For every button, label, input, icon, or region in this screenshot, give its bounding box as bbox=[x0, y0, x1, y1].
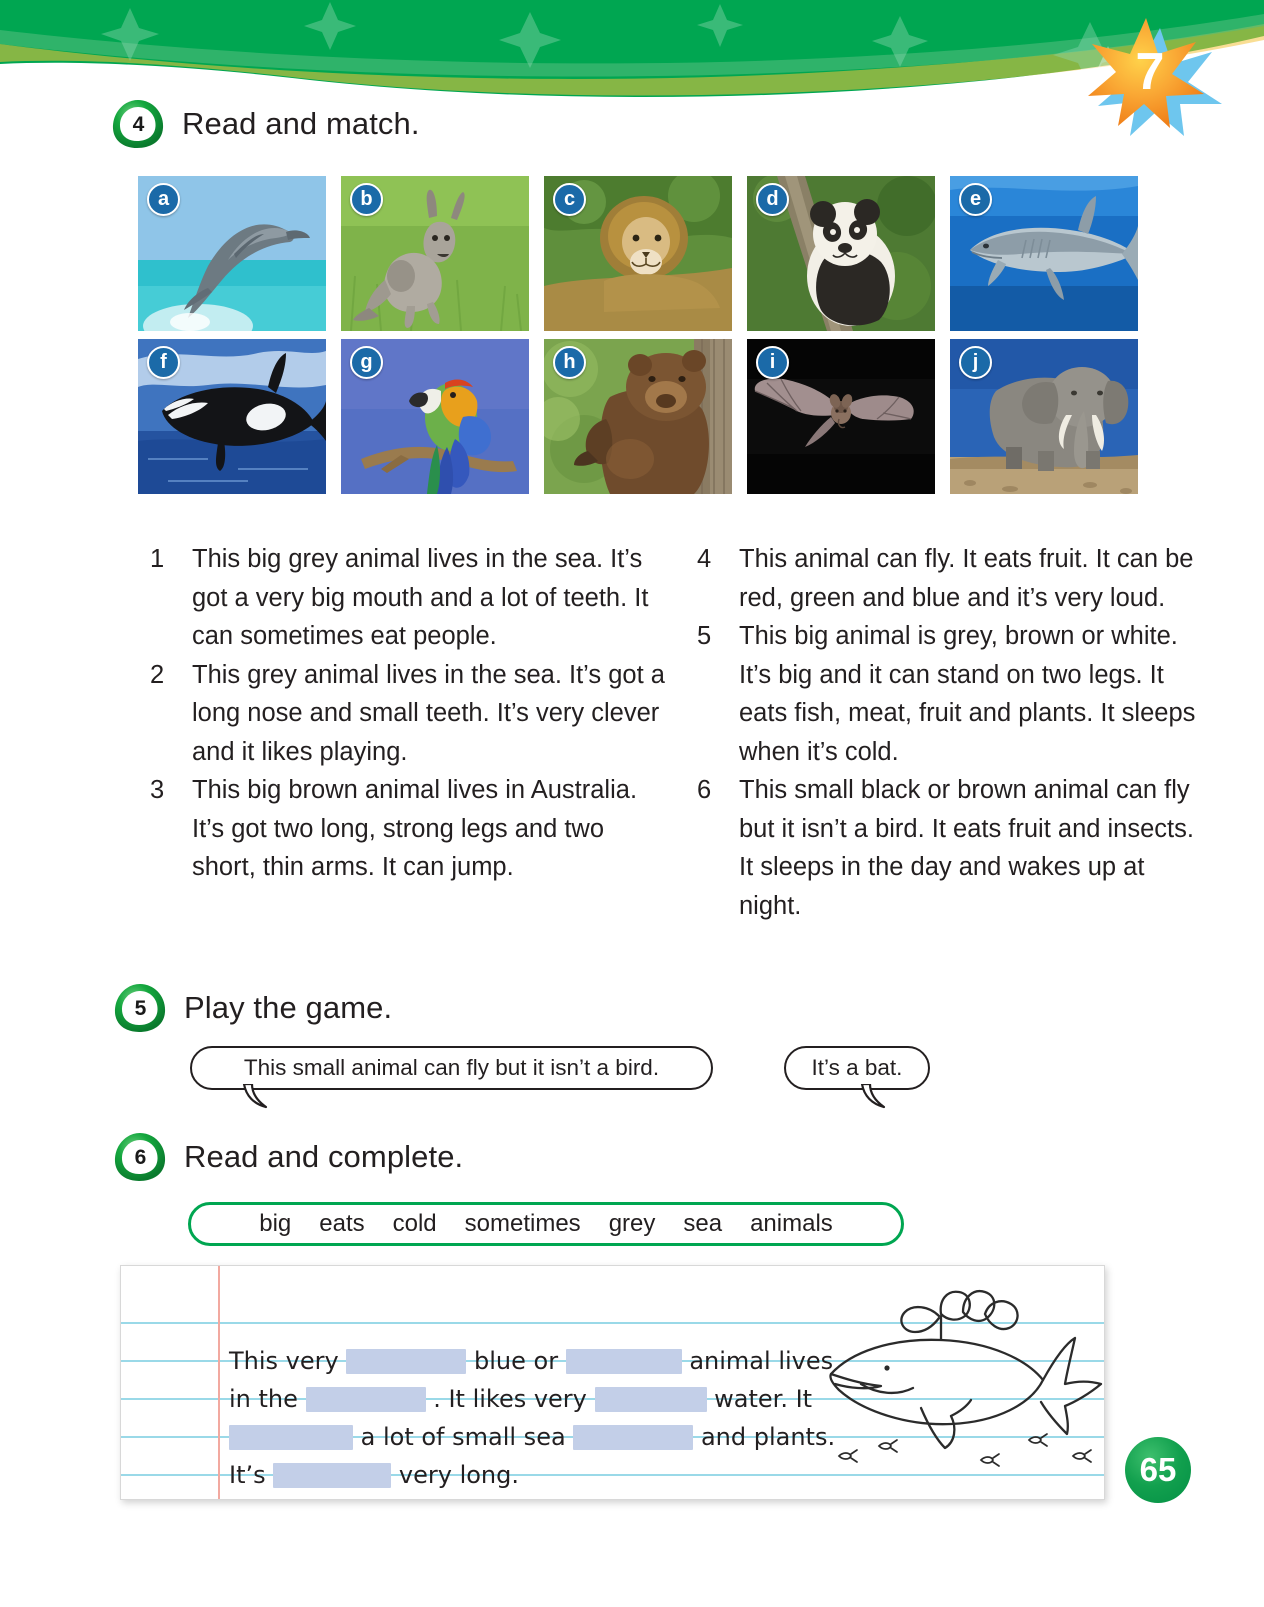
photo-row-2 bbox=[138, 339, 1138, 494]
item-text: This big animal is grey, brown or white. It’s big and it can stand on two legs. It eats fish, meat, fruit and plants. It sleeps when it’s cold. bbox=[739, 622, 1196, 766]
dolphin-photo[interactable] bbox=[138, 176, 326, 331]
speech-tail-icon bbox=[858, 1084, 898, 1110]
photo-label: f bbox=[147, 346, 180, 379]
item-number: 1 bbox=[150, 545, 165, 573]
word-bank-word[interactable]: big bbox=[259, 1210, 292, 1237]
worksheet-segment: water. It bbox=[714, 1385, 813, 1413]
shark-photo[interactable] bbox=[950, 176, 1138, 331]
exercise-5-heading bbox=[112, 982, 392, 1034]
word-bank-word[interactable]: grey bbox=[608, 1210, 656, 1237]
worksheet-segment: and plants. It’s bbox=[229, 1423, 836, 1489]
blank-field[interactable] bbox=[229, 1425, 353, 1450]
list-item bbox=[697, 617, 1197, 771]
photo-label: i bbox=[756, 346, 789, 379]
word-bank-word[interactable]: animals bbox=[750, 1210, 833, 1237]
word-bank-word[interactable]: cold bbox=[392, 1210, 437, 1237]
blank-field[interactable] bbox=[273, 1463, 391, 1488]
word-bank-word[interactable]: eats bbox=[319, 1210, 365, 1237]
exercise-6-title: Read and complete. bbox=[184, 1139, 464, 1174]
worksheet-segment: very long. bbox=[398, 1461, 519, 1489]
photo-label: h bbox=[553, 346, 586, 379]
speech-bubble-question-text: This small animal can fly but it isn’t a bird. bbox=[243, 1055, 660, 1080]
worksheet-segment: . It likes very bbox=[433, 1385, 587, 1413]
exercise-4-title: Read and match. bbox=[182, 106, 420, 141]
worksheet-segment: blue or bbox=[474, 1347, 559, 1375]
worksheet-segment: lives in the bbox=[229, 1347, 834, 1413]
exercise-6-number: 6 bbox=[134, 1145, 147, 1169]
exercise-5-number: 5 bbox=[134, 996, 147, 1020]
page-number-badge bbox=[1125, 1437, 1191, 1503]
list-item bbox=[697, 540, 1197, 617]
item-number: 3 bbox=[150, 776, 165, 804]
unit-number-star bbox=[1072, 16, 1222, 136]
read-and-match-left-column bbox=[150, 540, 670, 887]
list-item bbox=[150, 656, 670, 772]
exercise-4-heading bbox=[110, 98, 420, 150]
photo-label: e bbox=[959, 183, 992, 216]
blank-field[interactable] bbox=[306, 1387, 426, 1412]
parrot-photo[interactable] bbox=[341, 339, 529, 494]
margin-line bbox=[218, 1266, 220, 1500]
bat-photo[interactable] bbox=[747, 339, 935, 494]
killer-whale-photo[interactable] bbox=[138, 339, 326, 494]
read-and-match-right-column bbox=[697, 540, 1197, 925]
speech-tail-icon bbox=[240, 1084, 280, 1110]
worksheet-segment: animal bbox=[689, 1347, 771, 1375]
photo-label: b bbox=[350, 183, 383, 216]
worksheet-segment: a lot of small sea bbox=[360, 1423, 566, 1451]
whale-drawing bbox=[821, 1276, 1105, 1476]
animal-photo-grid bbox=[138, 176, 1138, 502]
writing-worksheet bbox=[120, 1265, 1105, 1500]
lion-photo[interactable] bbox=[544, 176, 732, 331]
item-number: 4 bbox=[697, 545, 712, 573]
item-text: This animal can fly. It eats fruit. It can be red, green and blue and it’s very loud. bbox=[739, 545, 1194, 612]
word-bank-word[interactable]: sea bbox=[683, 1210, 723, 1237]
word-bank-word[interactable]: sometimes bbox=[464, 1210, 581, 1237]
blank-field[interactable] bbox=[595, 1387, 707, 1412]
exercise-6-badge bbox=[112, 1131, 168, 1183]
blank-field[interactable] bbox=[566, 1349, 682, 1374]
elephant-photo[interactable] bbox=[950, 339, 1138, 494]
blank-field[interactable] bbox=[573, 1425, 693, 1450]
photo-row-1 bbox=[138, 176, 1138, 331]
photo-label: c bbox=[553, 183, 586, 216]
page-number-text: 65 bbox=[1139, 1451, 1177, 1488]
blank-field[interactable] bbox=[346, 1349, 466, 1374]
item-text: This grey animal lives in the sea. It’s got a long nose and small teeth. It’s very clever and it likes playing. bbox=[192, 660, 665, 766]
exercise-4-badge bbox=[110, 98, 166, 150]
speech-bubble-answer-text: It’s a bat. bbox=[811, 1055, 903, 1080]
worksheet-text bbox=[229, 1342, 849, 1494]
item-number: 5 bbox=[697, 622, 712, 650]
speech-bubble-question bbox=[190, 1046, 713, 1090]
list-item bbox=[697, 771, 1197, 925]
list-item bbox=[150, 771, 670, 887]
exercise-5-title: Play the game. bbox=[184, 990, 393, 1025]
exercise-6-heading bbox=[112, 1131, 463, 1183]
speech-bubble-answer bbox=[784, 1046, 930, 1090]
photo-label: d bbox=[756, 183, 789, 216]
word-bank bbox=[188, 1202, 904, 1246]
item-text: This big grey animal lives in the sea. It’s got a very big mouth and a lot of teeth. It can sometimes eat people. bbox=[192, 545, 649, 650]
item-number: 2 bbox=[150, 660, 165, 689]
unit-number-text: 7 bbox=[1135, 43, 1165, 101]
item-text: This small black or brown animal can fly but it isn’t a bird. It eats fruit and insects. It sleeps in the day and wakes up at night. bbox=[739, 776, 1194, 920]
photo-label: j bbox=[959, 346, 992, 379]
item-number: 6 bbox=[697, 776, 712, 804]
photo-label: g bbox=[350, 346, 383, 379]
exercise-5-badge bbox=[112, 982, 168, 1034]
worksheet-segment: This very bbox=[229, 1347, 339, 1375]
list-item bbox=[150, 540, 670, 656]
kangaroo-photo[interactable] bbox=[341, 176, 529, 331]
speech-bubble-group bbox=[190, 1046, 1190, 1126]
panda-photo[interactable] bbox=[747, 176, 935, 331]
exercise-4-number: 4 bbox=[132, 112, 145, 136]
brown-bear-photo[interactable] bbox=[544, 339, 732, 494]
photo-label: a bbox=[147, 183, 180, 216]
item-text: This big brown animal lives in Australia. It’s got two long, strong legs and two short, thin arms. It can jump. bbox=[192, 776, 638, 881]
